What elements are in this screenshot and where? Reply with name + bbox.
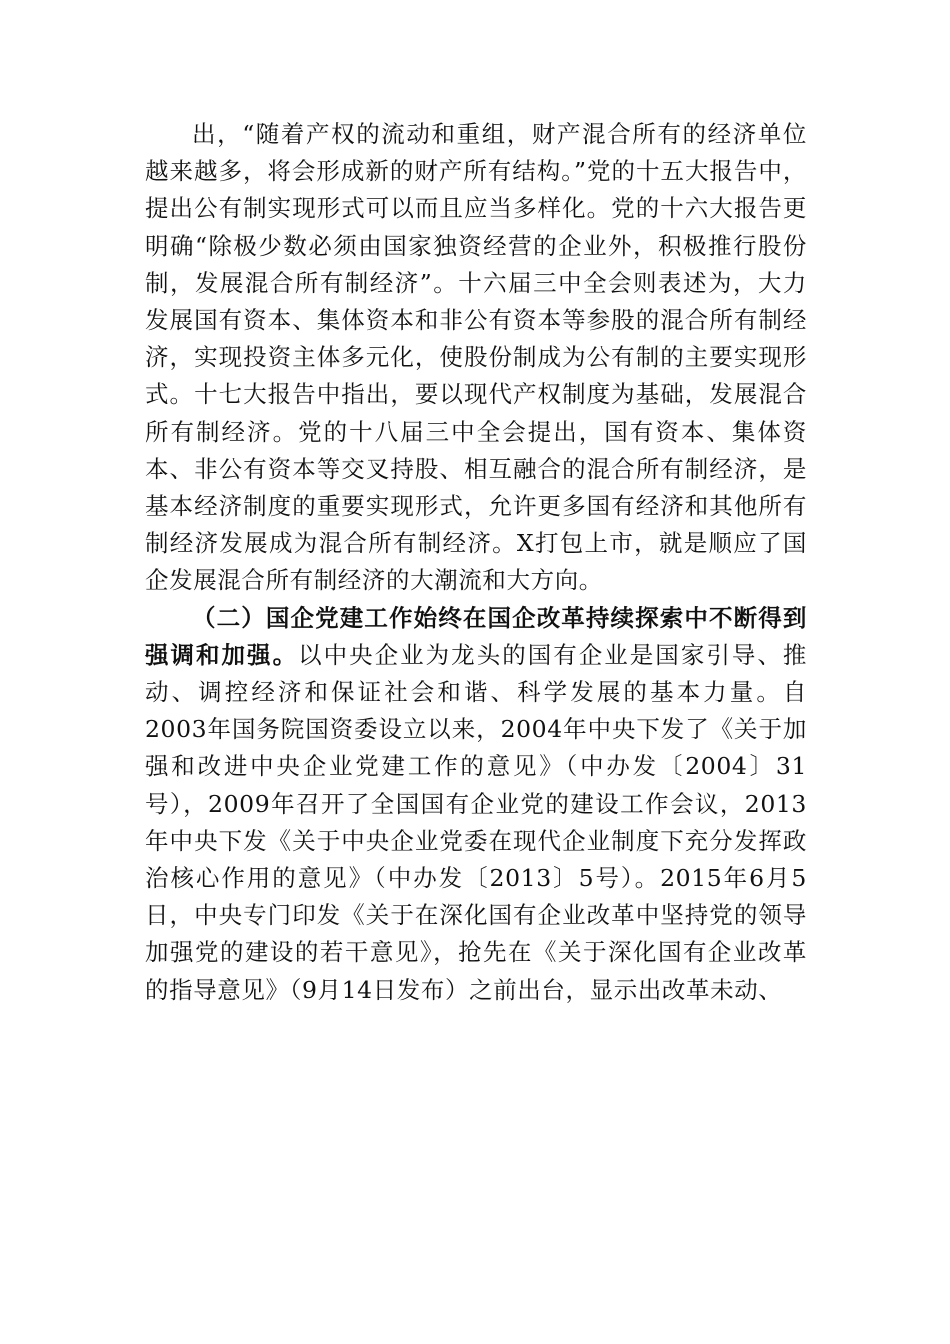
paragraph-1-text: 出，“随着产权的流动和重组，财产混合所有的经济单位越来越多，将会形成新的财产所有结构。”党的十五大报告中，提出公有制实现形式可以而且应当多样化。党的十六大报告更明确“除极少数必须由国家独资经营的企业外，积极推行股份制，发展混合所有制经济”。十六届三中全会则表述为，大力发展国有资本、集体资本和非公有资本等参股的混合所有制经济，实现投资主体多元化，使股份制成为公有制的主要实现形式。十七大报告中指出，要以现代产权制度为基础，发展混合所有制经济。党的十八届三中全会提出，国有资本、集体资本、非公有资本等交叉持股、相互融合的混合所有制经济，是基本经济制度的重要实现形式，允许更多国有经济和其他所有制经济发展成为混合所有制经济。X打包上市，就是顺应了国企发展混合所有制经济的大潮流和大方向。 — [145, 120, 807, 595]
document-body — [145, 116, 807, 1009]
paragraph-2-text: 以中央企业为龙头的国有企业是国家引导、推动、调控经济和保证社会和谐、科学发展的基本力量。自2003年国务院国资委设立以来，2004年中央下发了《关于加强和改进中央企业党建工作的意见》（中办发〔2004〕31号），2009年召开了全国国有企业党的建设工作会议，2013年中央下发《关于中央企业党委在现代企业制度下充分发挥政治核心作用的意见》（中办发〔2013〕5号）。2015年6月5日，中央专门印发《关于在深化国有企业改革中坚持党的领导加强党的建设的若干意见》，抢先在《关于深化国有企业改革的指导意见》（9月14日发布）之前出台，显示出改革未动、 — [145, 640, 807, 1004]
paragraph-2 — [145, 600, 807, 1009]
section-heading: （二）国企党建工作始终在国企改革持续探索中不断得到强调和加强。 — [145, 603, 807, 669]
paragraph-1 — [145, 116, 807, 600]
